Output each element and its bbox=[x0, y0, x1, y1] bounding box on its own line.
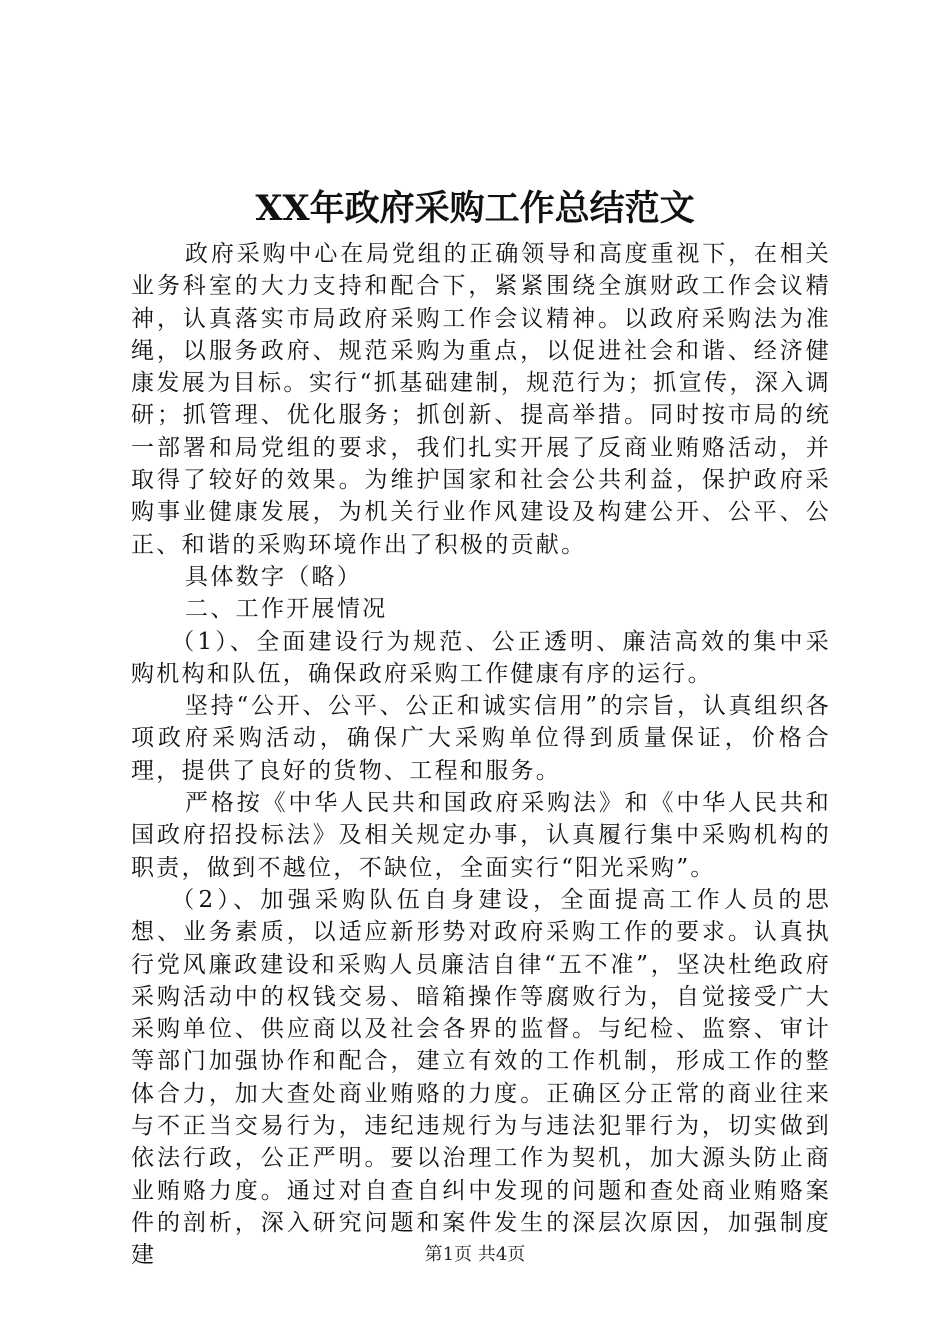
paragraph-principles: 坚持“公开、公平、公正和诚实信用”的宗旨，认真组织各项政府采购活动，确保广大采购单位得到质量保证，价格合理，提供了良好的货物、工程和服务。 bbox=[131, 693, 831, 784]
paragraph-item-2: （2）、加强采购队伍自身建设，全面提高工作人员的思想、业务素质，以适应新形势对政府采购工作的要求。认真执行党风廉政建设和采购人员廉洁自律“五不准”，坚决杜绝政府采购活动中的权钱交易、暗箱操作等腐败行为，自觉接受广大采购单位、供应商以及社会各界的监督。与纪检、监察、审计等部门加强协作和配合，建立有效的工作机制，形成工作的整体合力，加大查处商业贿赂的力度。正确区分正常的商业往来与不正当交易行为，违纪违规行为与违法犯罪行为，切实做到依法行政，公正严明。要以治理工作为契机，加大源头防止商业贿赂力度。通过对自查自纠中发现的问题和查处商业贿赂案件的剖析，深入研究问题和案件发生的深层次原因，加强制度建 bbox=[131, 886, 831, 1269]
document-title: XX年政府采购工作总结范文 bbox=[255, 188, 695, 229]
page-number-footer: 第1页 共4页 bbox=[424, 1244, 526, 1265]
paragraph-compliance: 严格按《中华人民共和国政府采购法》和《中华人民共和国政府招投标法》及相关规定办事，认真履行集中采购机构的职责，做到不越位，不缺位，全面实行“阳光采购”。 bbox=[131, 790, 831, 881]
paragraph-item-1: （1）、全面建设行为规范、公正透明、廉洁高效的集中采购机构和队伍，确保政府采购工作健康有序的运行。 bbox=[131, 628, 831, 687]
paragraph-specific-figures: 具体数字（略） bbox=[185, 563, 363, 590]
document-body bbox=[131, 238, 831, 1272]
paragraph-intro: 政府采购中心在局党组的正确领导和高度重视下，在相关业务科室的大力支持和配合下，紧紧围绕全旗财政工作会议精神，认真落实市局政府采购工作会议精神。以政府采购法为准绳，以服务政府、规范采购为重点，以促进社会和谐、经济健康发展为目标。实行“抓基础建制，规范行为；抓宣传，深入调研；抓管理、优化服务；抓创新、提高举措。同时按市局的统一部署和局党组的要求，我们扎实开展了反商业贿赂活动，并取得了较好的效果。为维护国家和社会公共利益，保护政府采购事业健康发展，为机关行业作风建设及构建公开、公平、公正、和谐的采购环境作出了积极的贡献。 bbox=[131, 241, 831, 558]
section-heading-work-progress: 二、工作开展情况 bbox=[185, 596, 388, 623]
